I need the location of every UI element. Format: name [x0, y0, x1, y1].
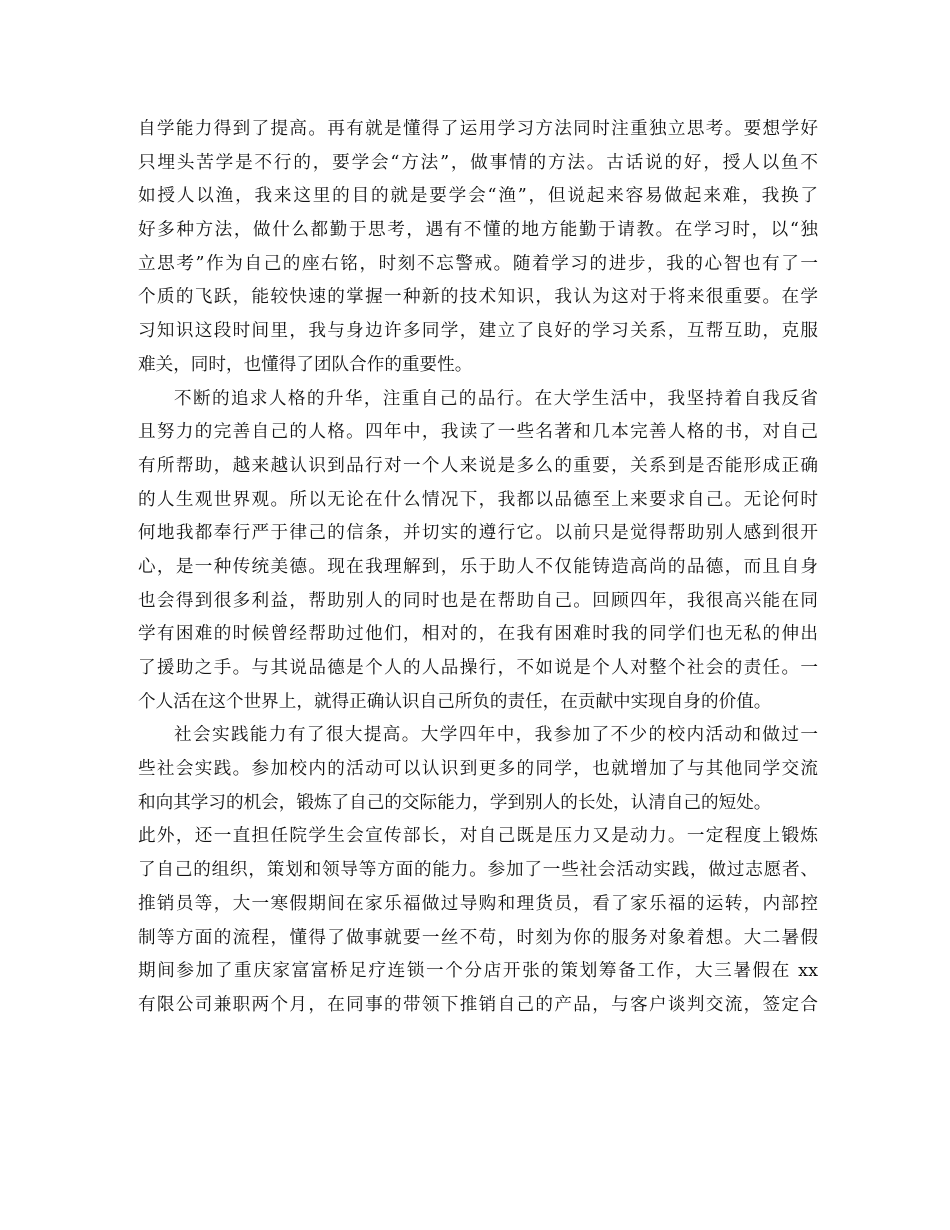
text-line: 学有困难的时候曾经帮助过他们，相对的，在我有困难时我的同学们也无私的伸出: [138, 624, 818, 645]
text-line: 社会实践能力有了很大提高。大学四年中，我参加了不少的校内活动和做过一: [174, 725, 818, 746]
text-line: 和向其学习的机会，锻炼了自己的交际能力，学到别人的长处，认清自己的短处。: [138, 792, 772, 813]
text-line: 的人生观世界观。所以无论在什么情况下，我都以品德至上来要求自己。无论何时: [138, 489, 818, 510]
text-line: 好多种方法，做什么都勤于思考，遇有不懂的地方能勤于请教。在学习时，以“独: [138, 220, 818, 241]
text-line: 个质的飞跃，能较快速的掌握一种新的技术知识，我认为这对于将来很重要。在学: [138, 287, 818, 308]
text-line: 个人活在这个世界上，就得正确认识自己所负的责任，在贡献中实现自身的价值。: [138, 691, 772, 712]
text-line: 了自己的组织，策划和领导等方面的能力。参加了一些社会活动实践，做过志愿者、: [138, 860, 818, 881]
text-line: 难关，同时，也懂得了团队合作的重要性。: [138, 354, 473, 375]
text-line: 立思考”作为自己的座右铭，时刻不忘警戒。随着学习的进步，我的心智也有了一: [138, 253, 818, 274]
paragraph-character: [138, 383, 818, 720]
document-body: [138, 113, 818, 1023]
text-line: 且努力的完善自己的人格。四年中，我读了一些名著和几本完善人格的书，对自己: [138, 422, 818, 443]
text-line: 何地我都奉行严于律己的信条，并切实的遵行它。以前只是觉得帮助别人感到很开: [138, 523, 818, 544]
text-line: 不断的追求人格的升华，注重自己的品行。在大学生活中，我坚持着自我反省: [174, 388, 818, 409]
text-line: 些社会实践。参加校内的活动可以认识到更多的同学，也就增加了与其他同学交流: [138, 759, 818, 780]
text-line: 习知识这段时间里，我与身边许多同学，建立了良好的学习关系，互帮互助，克服: [138, 321, 818, 342]
text-line: 也会得到很多利益，帮助别人的同时也是在帮助自己。回顾四年，我很高兴能在同: [138, 590, 818, 611]
text-line: 期间参加了重庆家富富桥足疗连锁一个分店开张的策划筹备工作，大三暑假在 xx: [138, 961, 818, 982]
text-line: 此外，还一直担任院学生会宣传部长，对自己既是压力又是动力。一定程度上锻炼: [138, 826, 818, 847]
text-line: 推销员等，大一寒假期间在家乐福做过导购和理货员，看了家乐福的运转，内部控: [138, 893, 818, 914]
text-line: 心，是一种传统美德。现在我理解到，乐于助人不仅能铸造高尚的品德，而且自身: [138, 556, 818, 577]
paragraph-social-practice: [138, 719, 818, 1022]
text-line: 有所帮助，越来越认识到品行对一个人来说是多么的重要，关系到是否能形成正确: [138, 455, 818, 476]
paragraph-study-ability: [138, 113, 818, 383]
text-line: 有限公司兼职两个月，在同事的带领下推销自己的产品，与客户谈判交流，签定合: [138, 994, 818, 1015]
text-line: 了援助之手。与其说品德是个人的人品操行，不如说是个人对整个社会的责任。一: [138, 658, 818, 678]
text-line: 制等方面的流程，懂得了做事就要一丝不苟，时刻为你的服务对象着想。大二暑假: [138, 927, 818, 948]
text-line: 自学能力得到了提高。再有就是懂得了运用学习方法同时注重独立思考。要想学好: [138, 119, 818, 139]
text-line: 只埋头苦学是不行的，要学会“方法”，做事情的方法。古话说的好，授人以鱼不: [138, 152, 818, 173]
text-line: 如授人以渔，我来这里的目的就是要学会“渔”，但说起来容易做起来难，我换了: [138, 186, 818, 207]
